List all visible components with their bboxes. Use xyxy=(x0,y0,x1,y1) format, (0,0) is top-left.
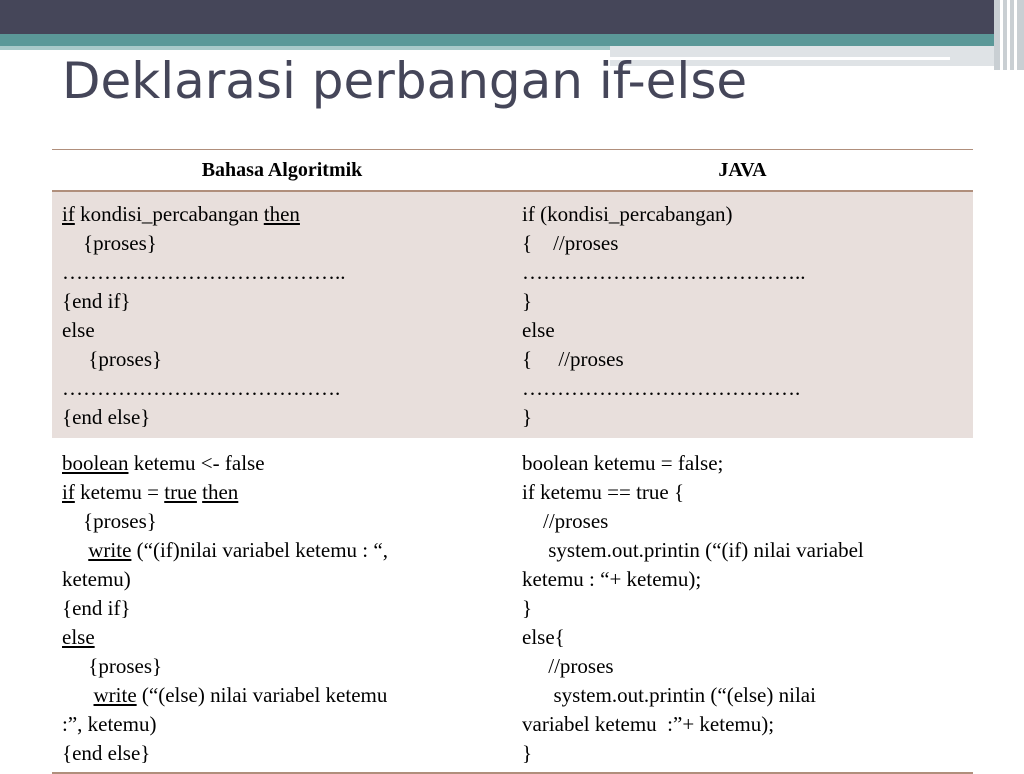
code-text: (“(if)nilai variabel ketemu : “, xyxy=(131,538,388,562)
code-line xyxy=(62,229,502,258)
code-line xyxy=(522,403,963,432)
keyword: write xyxy=(88,538,132,562)
header-java: JAVA xyxy=(512,150,973,192)
code-line xyxy=(62,449,502,478)
code-text: ………………………………….. xyxy=(522,260,806,284)
keyword: then xyxy=(202,480,239,504)
code-line xyxy=(62,258,502,287)
code-text: ketemu : “+ ketemu); xyxy=(522,567,702,591)
java-cell xyxy=(512,440,973,774)
algoritmik-cell xyxy=(52,191,512,440)
code-line xyxy=(522,200,963,229)
code-text: //proses xyxy=(522,509,609,533)
code-line xyxy=(522,594,963,623)
code-text: if (kondisi_percabangan) xyxy=(522,202,733,226)
code-line xyxy=(522,229,963,258)
code-line xyxy=(62,739,502,768)
code-line xyxy=(522,258,963,287)
code-line xyxy=(522,623,963,652)
code-text: {end if} xyxy=(62,289,131,313)
code-line xyxy=(62,594,502,623)
code-text: ………………………………….. xyxy=(62,260,346,284)
code-text: {proses} xyxy=(62,654,163,678)
code-text: { //proses xyxy=(522,347,624,371)
code-line xyxy=(522,507,963,536)
code-line xyxy=(62,710,502,739)
code-text: :”, ketemu) xyxy=(62,712,157,736)
code-line xyxy=(62,623,502,652)
code-line xyxy=(522,565,963,594)
keyword: boolean xyxy=(62,451,129,475)
keyword: if xyxy=(62,202,75,226)
code-line xyxy=(62,681,502,710)
code-text: {end else} xyxy=(62,405,151,429)
code-line xyxy=(62,478,502,507)
code-line xyxy=(62,200,502,229)
accent-line xyxy=(0,46,610,50)
algoritmik-cell xyxy=(52,440,512,774)
code-text: } xyxy=(522,741,533,765)
code-line xyxy=(62,507,502,536)
code-text: } xyxy=(522,596,533,620)
code-text xyxy=(62,538,88,562)
decor-edge xyxy=(994,0,1024,70)
code-text: { //proses xyxy=(522,231,619,255)
code-line xyxy=(522,478,963,507)
table-row xyxy=(52,191,973,440)
code-text: variabel ketemu :”+ ketemu); xyxy=(522,712,775,736)
code-line xyxy=(62,565,502,594)
code-text: else{ xyxy=(522,625,565,649)
code-text: kondisi_percabangan xyxy=(74,202,264,226)
code-line xyxy=(62,652,502,681)
code-text: (“(else) nilai variabel ketemu xyxy=(136,683,388,707)
comparison-table xyxy=(52,149,973,774)
keyword: else xyxy=(62,625,95,649)
code-text: else xyxy=(62,318,95,342)
code-text: ketemu <- false xyxy=(128,451,265,475)
code-line xyxy=(522,316,963,345)
code-text xyxy=(62,683,94,707)
code-text: if ketemu == true { xyxy=(522,480,685,504)
code-line xyxy=(522,710,963,739)
keyword: true xyxy=(164,480,197,504)
header-band xyxy=(0,0,1024,34)
code-line xyxy=(522,536,963,565)
code-text: else xyxy=(522,318,555,342)
code-text: ketemu = xyxy=(74,480,165,504)
code-text: system.out.printin (“(else) nilai xyxy=(522,683,816,707)
code-line xyxy=(522,652,963,681)
keyword: write xyxy=(93,683,137,707)
code-text: ketemu) xyxy=(62,567,131,591)
code-text: {end else} xyxy=(62,741,151,765)
code-line xyxy=(522,739,963,768)
table-row xyxy=(52,440,973,774)
code-line xyxy=(522,287,963,316)
code-text: } xyxy=(522,405,533,429)
accent-band xyxy=(0,34,1024,46)
code-line xyxy=(62,536,502,565)
code-line xyxy=(522,345,963,374)
code-text: {proses} xyxy=(62,231,157,255)
code-line xyxy=(522,681,963,710)
code-text: …………………………………. xyxy=(62,376,341,400)
code-line xyxy=(62,345,502,374)
java-cell xyxy=(512,191,973,440)
slide-title: Deklarasi perbangan if-else xyxy=(62,52,748,110)
table-header-row xyxy=(52,150,973,192)
code-text: …………………………………. xyxy=(522,376,801,400)
code-text: } xyxy=(522,289,533,313)
code-text: boolean ketemu = false; xyxy=(522,451,724,475)
code-line xyxy=(62,403,502,432)
code-text: {proses} xyxy=(62,509,157,533)
code-line xyxy=(62,287,502,316)
keyword: then xyxy=(263,202,300,226)
code-text: system.out.printin (“(if) nilai variabel xyxy=(522,538,864,562)
code-text: {proses} xyxy=(62,347,163,371)
code-text: {end if} xyxy=(62,596,131,620)
code-line xyxy=(522,449,963,478)
code-line xyxy=(522,374,963,403)
keyword: if xyxy=(62,480,75,504)
code-line xyxy=(62,374,502,403)
header-algoritmik: Bahasa Algoritmik xyxy=(52,150,512,192)
code-line xyxy=(62,316,502,345)
code-text: //proses xyxy=(522,654,614,678)
